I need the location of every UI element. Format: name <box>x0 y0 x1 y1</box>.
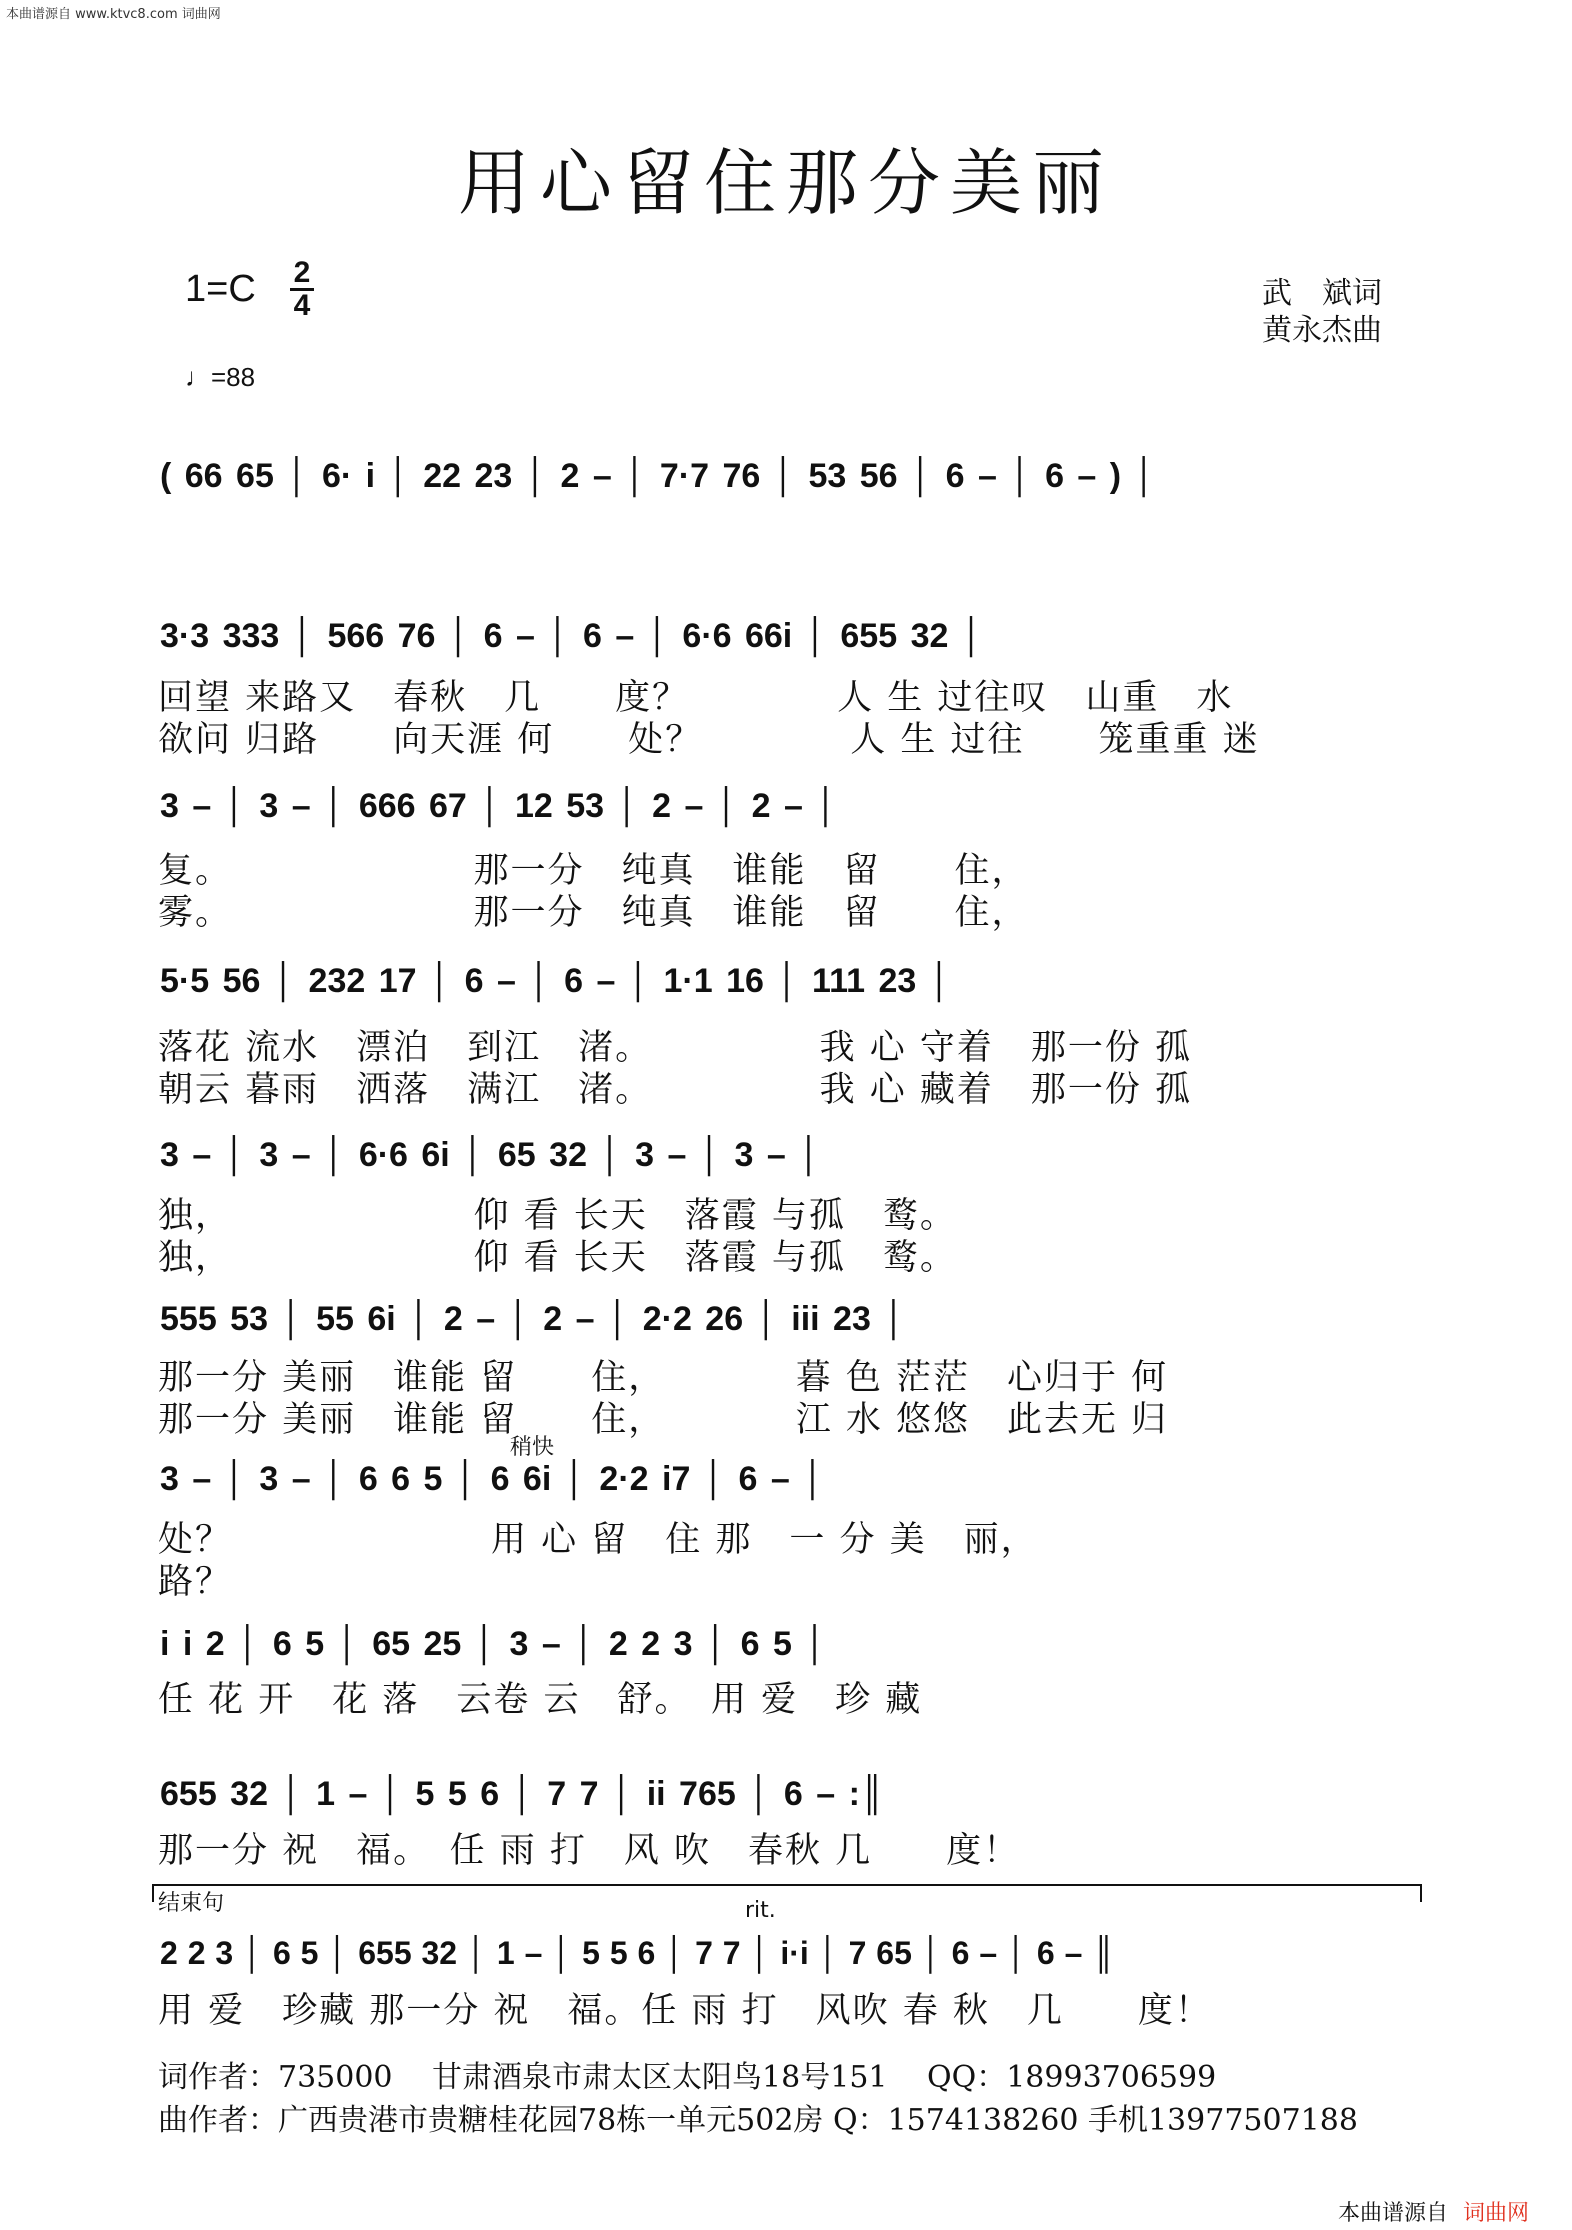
lyrics-5-verse-2: 独， 仰 看 长天 落霞 与孤 鹜。 <box>158 1238 957 1278</box>
source-watermark-top: 本曲谱源自 www.ktvc8.com 词曲网 <box>6 7 221 22</box>
lyrics-4-verse-2: 朝云 暮雨 洒落 满江 渚。 我 心 藏着 那一份 孤 <box>158 1070 1193 1110</box>
tempo-change-mark: 稍快 <box>510 1435 555 1460</box>
notation-system-9: 655 32 │ 1 – │ 5 5 6 │ 7 7 │ ii 765 │ 6 – :║ <box>160 1775 885 1813</box>
ending-label: 结束句 <box>158 1891 225 1916</box>
lyrics-10: 用 爱 珍藏 那一分 祝 福。任 雨 打 风吹 春 秋 几 度！ <box>158 1991 1212 2031</box>
notation-system-3: 3 – │ 3 – │ 666 67 │ 12 53 │ 2 – │ 2 – │ <box>160 787 838 825</box>
lyrics-6-verse-2: 那一分 美丽 谁能 留 住， 江 水 悠悠 此去无 归 <box>158 1400 1169 1440</box>
tempo-marking: ♩=88 <box>185 362 256 392</box>
lyricist-credit: 武 斌词 <box>1262 276 1382 311</box>
lyricist-contact: 词作者：735000 甘肃酒泉市肃太区太阳鸟18号151 QQ：18993706599 <box>158 2060 1217 2095</box>
lyrics-9: 那一分 祝 福。 任 雨 打 风 吹 春秋 几 度！ <box>158 1831 1021 1871</box>
lyrics-6-verse-1: 那一分 美丽 谁能 留 住， 暮 色 茫茫 心归于 何 <box>158 1358 1169 1398</box>
notation-system-10: 2 2 3 │ 6 5 │ 655 32 │ 1 – │ 5 5 6 │ 7 7 │ i·i │ 7 65 │ 6 – │ 6 – ║ <box>160 1935 1115 1971</box>
source-label: 本曲谱源自 <box>1338 2201 1449 2226</box>
ending-box-right <box>1420 1884 1422 1902</box>
notation-system-2: 3·3 333 │ 566 76 │ 6 – │ 6 – │ 6·6 66i │ 655 32 │ <box>160 617 984 655</box>
lyrics-3-verse-1: 复。 那一分 纯真 谁能 留 住， <box>158 851 1029 891</box>
lyrics-2-verse-2: 欲问 归路 向天涯 何 处？ 人 生 过往 笼重重 迷 <box>158 720 1260 760</box>
composer-contact: 曲作者：广西贵港市贵糖桂花园78栋一单元502房 Q：1574138260 手机13977507188 <box>158 2103 1358 2138</box>
notation-system-8: i i 2 │ 6 5 │ 65 25 │ 3 – │ 2 2 3 │ 6 5 │ <box>160 1625 827 1663</box>
notation-system-1: ( 66 65 │ 6· i │ 22 23 │ 2 – │ 7·7 76 │ 53 56 │ 6 – │ 6 – ) │ <box>160 457 1156 495</box>
lyrics-7-verse-2: 路？ <box>158 1562 233 1602</box>
key-signature: 1=C <box>185 268 256 310</box>
song-title: 用心留住那分美丽 <box>457 141 1114 225</box>
time-top: 2 <box>293 256 311 289</box>
ritardando-mark: rit. <box>745 1898 776 1923</box>
lyrics-7-verse-1: 处？ 用 心 留 住 那 一 分 美 丽， <box>158 1520 1038 1560</box>
time-bottom: 4 <box>293 289 311 322</box>
lyrics-2-verse-1: 回望 来路又 春秋 几 度？ 人 生 过往叹 山重 水 <box>158 678 1234 718</box>
notation-system-4: 5·5 56 │ 232 17 │ 6 – │ 6 – │ 1·1 16 │ 111 23 │ <box>160 962 951 1000</box>
lyrics-4-verse-1: 落花 流水 漂泊 到江 渚。 我 心 守着 那一份 孤 <box>158 1028 1193 1068</box>
site-brand[interactable]: 词曲网 <box>1463 2201 1530 2226</box>
time-signature <box>290 258 314 321</box>
lyrics-8: 任 花 开 花 落 云卷 云 舒。 用 爱 珍 藏 <box>158 1680 923 1720</box>
source-watermark-bottom <box>1338 2196 1529 2227</box>
ending-box-left <box>152 1884 154 1902</box>
notation-system-6: 555 53 │ 55 6i │ 2 – │ 2 – │ 2·2 26 │ iii 23 │ <box>160 1300 906 1338</box>
notation-system-5: 3 – │ 3 – │ 6·6 6i │ 65 32 │ 3 – │ 3 – │ <box>160 1136 821 1174</box>
notation-system-7: 3 – │ 3 – │ 6 6 5 │ 6 6i │ 2·2 i7 │ 6 – │ <box>160 1460 825 1498</box>
lyrics-3-verse-2: 雾。 那一分 纯真 谁能 留 住， <box>158 893 1029 933</box>
lyrics-5-verse-1: 独， 仰 看 长天 落霞 与孤 鹜。 <box>158 1196 957 1236</box>
composer-credit: 黄永杰曲 <box>1262 313 1382 348</box>
ending-box-top <box>152 1884 1422 1886</box>
